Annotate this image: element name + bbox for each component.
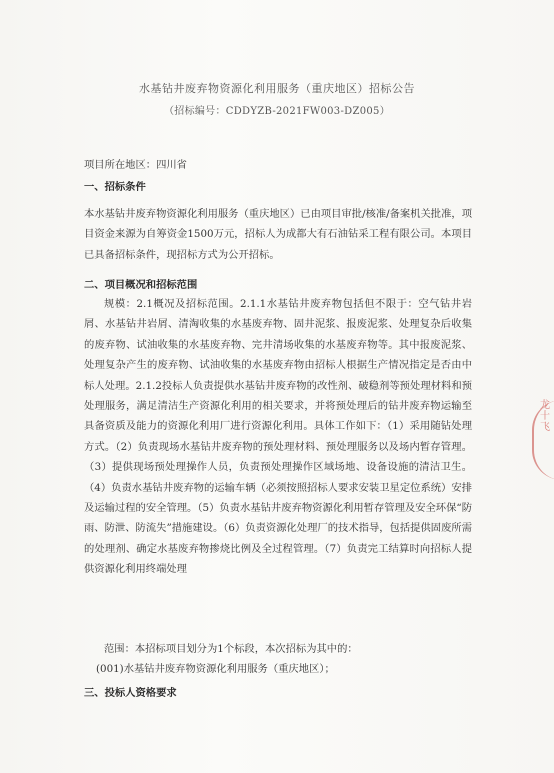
seal-char: 飞 [540,422,550,433]
project-location: 项目所在地区：四川省 [84,159,187,171]
section-heading-qualifications: 三、投标人资格要求 [84,687,177,699]
section-body-conditions: 本水基钻井废弃物资源化利用服务（重庆地区）已由项目审批/核准/备案机关批准，项目资金来源为自筹资金1500万元，招标人为成都大有石油钻采工程有限公司。本项目已具备招标条件，现招标方式为公开招标。 [84,208,472,261]
official-seal [532,400,554,480]
section-heading-overview: 二、项目概况和招标范围 [84,279,198,291]
scope-line: 范围：本招标项目划分为1个标段，本次招标为其中的： [104,643,358,655]
seal-char: 十 [540,411,550,422]
seal-char: 龙 [540,400,550,411]
section-body-overview: 规模：2.1概况及招标范围。2.1.1水基钻井废弃物包括但不限于：空气钻井岩屑、水基钻井岩屑、清淘收集的水基废弃物、固井泥浆、报废泥浆、处理复杂后收集的废弃物、试油收集的水基废弃物、完井清场收集的水基废弃物等。其中报废泥浆、处理复杂产生的废弃物、试油收集的水基废弃物由招标人根据生产情况指定是否由中标人处理。2.1.2投标人负责提供水基钻井废弃物的改性剂、破稳剂等预处理材料和预处理服务，满足清洁生产资源化利用的相关要求，并将预处理后的钻井废弃物运输至具备资质及能力的资源化利用厂进行资源化利用。具体工作如下：（1）采用随钻处理方式。（2）负责现场水基钻井废弃物的预处理材料、预处理服务以及场内暂存管理。（3）提供现场预处理操作人员，负责预处理操作区域场地、设备设施的清洁卫生。（4）负责水基钻井废弃物的运输车辆（必须按照招标人要求安装卫星定位系统）安排及运输过程的安全管理。（5）负责水基钻井废弃物资源化利用暂存管理及安全环保“防雨、防泄、防流失”措施建设。（6）负责资源化处理厂的技术指导，包括提供固废所需的处理剂、确定水基废弃物掺烧比例及全过程管理。（7）负责完工结算时向招标人提供资源化利用终端处理 [84,298,472,576]
section-heading-conditions: 一、招标条件 [84,181,146,193]
tender-number: （招标编号：CDDYZB-2021FW003-DZ005） [163,106,391,117]
lot-line: (001)水基钻井废弃物资源化利用服务（重庆地区）； [96,663,335,675]
document-title: 水基钻井废弃物资源化利用服务（重庆地区）招标公告 [139,82,415,95]
